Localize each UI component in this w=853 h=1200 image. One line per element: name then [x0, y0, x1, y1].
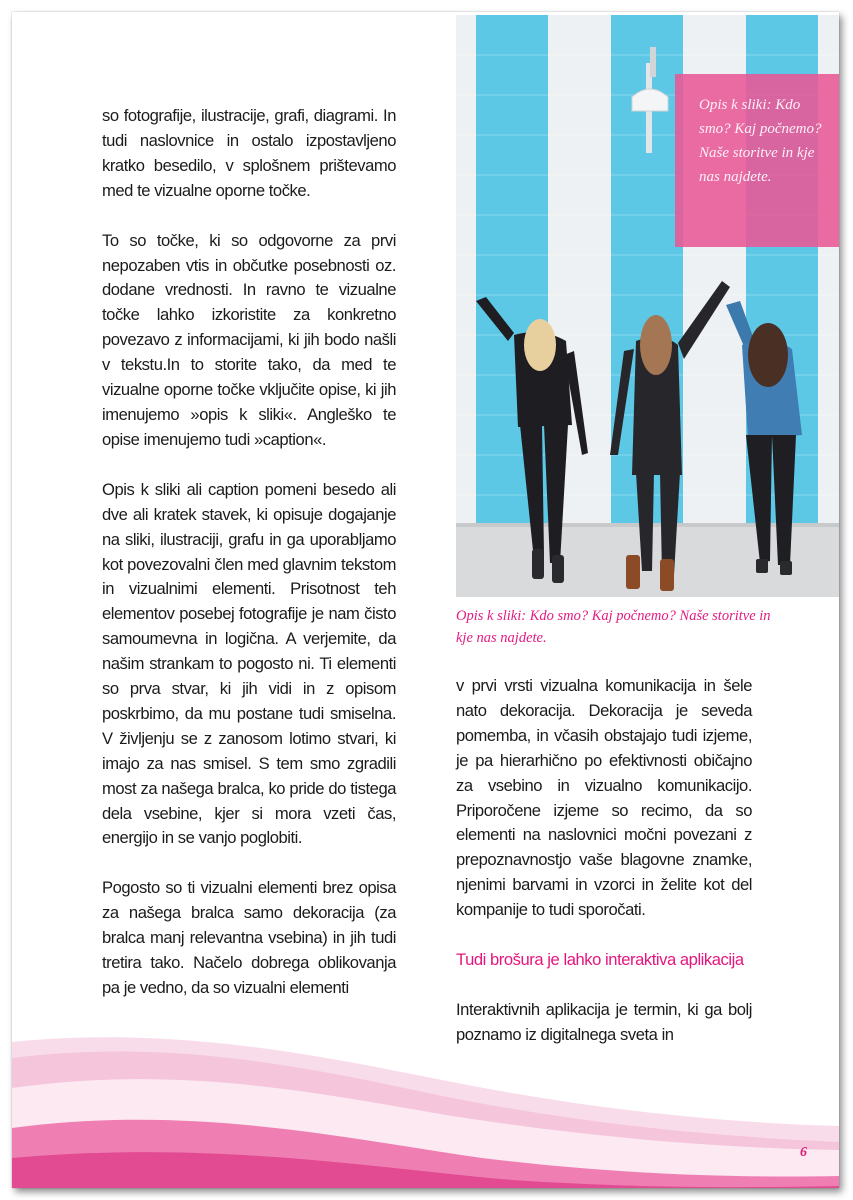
paragraph: so fotografije, ilustracije, grafi, diagrami. In tudi naslovnice in ostalo izpostavljeno kratko besedilo, v splošnem prištevamo med te vizualne oporne točke. [102, 106, 396, 200]
paragraph: v prvi vrsti vizualna komunikacija in šele nato dekoracija. Dekoracija je seveda pomemba, in včasih obstajajo tudi izjeme, je pa hierarhično po efektivnosti običajno za vsebino in vizualno komunikacijo. Priporočene izjeme so recimo, da so elementi na naslovnici močni povezani z prepoznavnostjo vaše blagovne znamke, njenimi barvami in vzorci in želite kot del kompanije to tudi sporočati. [456, 676, 752, 920]
section-heading: Tudi brošura je lahko interaktiva aplikacija [456, 950, 744, 970]
decorative-wave [12, 1018, 839, 1188]
paragraph: Pogosto so ti vizualni elementi brez opisa za našega bralca samo dekoracija (za bralca manj relevantna vsebina) in jih tudi tretira tako. Načelo dobrega oblikovanja pa je vedno, da so vizualni elementi [102, 878, 396, 997]
page-number: 6 [800, 1145, 807, 1160]
paragraph: Opis k sliki ali caption pomeni besedo ali dve ali kratek stavek, ki opisuje dogajanje na sliki, ilustraciji, grafu in ga uporabljamo kot povezovalni člen med glavnim tekstom in vizualnimi elementi. Prisotnost teh elementov posebej fotografije je nam čisto samoumevna in logična. A verjemite, da našim strankam to pogosto ni. Ti elementi so prva stvar, ki jih vidi in z opisom poskrbimo, da mu postane tudi smiselna. V življenju se z zanosom lotimo stvari, ki imajo za nas smisel. S tem smo zgradili most za našega bralca, ko pride do tistega dela vsebine, kjer si mora vzeti čas, energijo in se vanjo poglobiti. [102, 479, 396, 848]
brochure-page [12, 12, 839, 1188]
photo-caption: Opis k sliki: Kdo smo? Kaj počnemo? Naše storitve in kje nas najdete. [456, 608, 771, 646]
right-text-column [456, 674, 752, 1073]
left-text-column [102, 104, 396, 1026]
photo-caption-overlay: Opis k sliki: Kdo smo? Kaj počnemo? Naše storitve in kje nas najdete. [675, 74, 839, 247]
paragraph: Interaktivnih aplikacija je termin, ki ga bolj poznamo iz digitalnega sveta in [456, 999, 752, 1044]
paragraph: To so točke, ki so odgovorne za prvi nepozaben vtis in občutke posebnosti oz. dodane vrednosti. In ravno te vizualne točke lahko izkoristite za konkretno povezavo z informacijami, ki jih bodo našli v tekstu.In to storite tako, da med te vizualne oporne točke vključite opise, ki jih imenujemo »opis k sliki«. Angleško te opise imenujemo tudi »caption«. [102, 230, 396, 449]
